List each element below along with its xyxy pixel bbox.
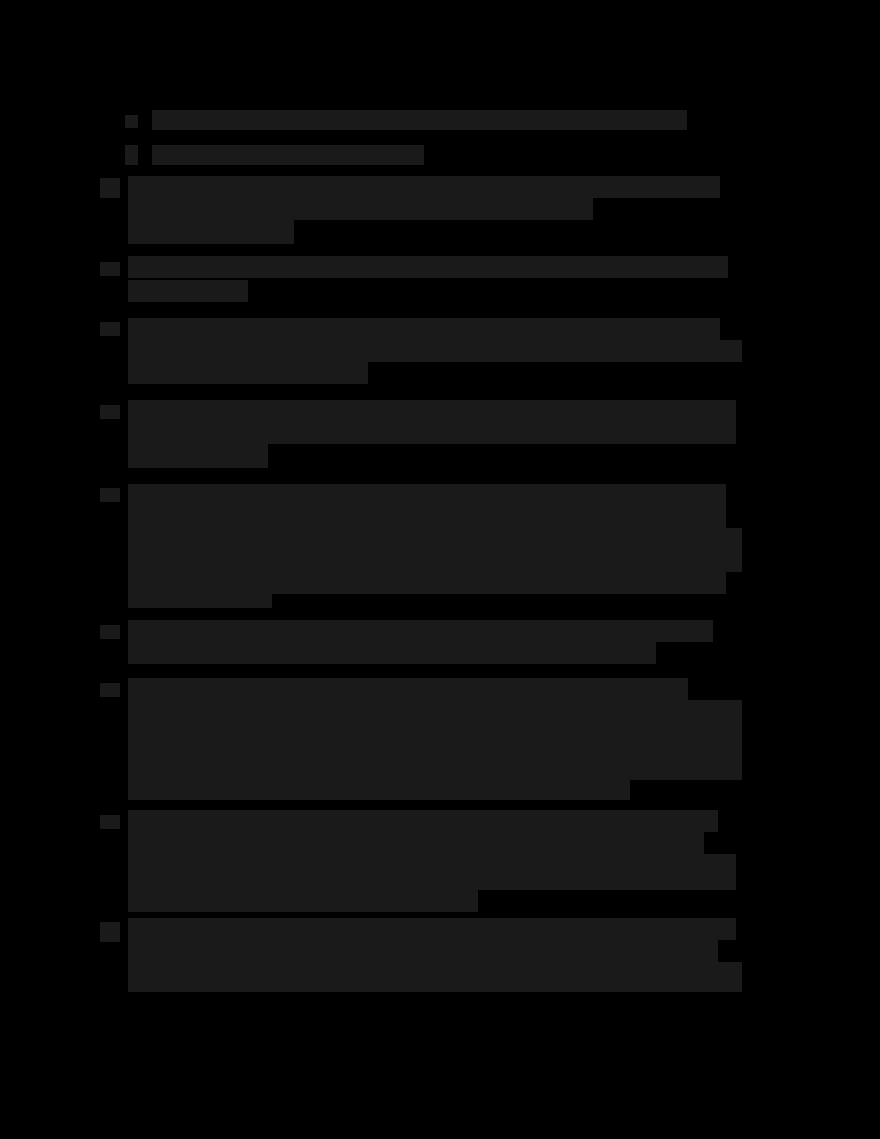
redacted-text-line bbox=[128, 506, 726, 528]
redacted-text-line bbox=[128, 318, 720, 340]
redacted-text-line bbox=[128, 744, 742, 766]
redacted-text-line bbox=[128, 832, 704, 854]
redacted-text-line bbox=[128, 810, 718, 832]
list-number-marker bbox=[100, 625, 120, 639]
redacted-text-line bbox=[128, 198, 593, 220]
redacted-text-line bbox=[128, 722, 742, 744]
bullet-marker bbox=[125, 115, 138, 128]
redacted-text-line bbox=[128, 256, 728, 278]
redacted-text-line bbox=[128, 854, 736, 876]
redacted-text-line bbox=[128, 594, 272, 608]
redacted-text-line bbox=[128, 280, 248, 302]
redacted-text-line bbox=[128, 362, 368, 384]
redacted-text-line bbox=[128, 642, 656, 664]
bullet-marker bbox=[125, 145, 138, 165]
redacted-text-line bbox=[128, 918, 736, 940]
redacted-text-line bbox=[128, 572, 726, 594]
redacted-text-line bbox=[128, 700, 742, 722]
redacted-text-line bbox=[128, 876, 736, 890]
redacted-text-line bbox=[128, 550, 742, 572]
list-number-marker bbox=[100, 922, 120, 942]
redacted-text-line bbox=[128, 444, 268, 468]
redacted-text-line bbox=[128, 340, 742, 362]
redacted-text-line bbox=[128, 528, 742, 550]
redacted-text-line bbox=[128, 620, 713, 642]
redacted-text-line bbox=[128, 220, 294, 244]
redacted-text-line bbox=[128, 780, 630, 800]
list-number-marker bbox=[100, 262, 120, 276]
redacted-text-line bbox=[128, 484, 726, 506]
redacted-text-line bbox=[128, 962, 742, 992]
redacted-text-line bbox=[128, 176, 720, 198]
redacted-text-line bbox=[128, 766, 742, 780]
redacted-text-line bbox=[128, 400, 736, 422]
redacted-text-line bbox=[128, 678, 688, 700]
redacted-text-line bbox=[152, 110, 687, 130]
list-number-marker bbox=[100, 178, 120, 198]
list-number-marker bbox=[100, 488, 120, 502]
redacted-text-line bbox=[152, 145, 424, 165]
redacted-text-line bbox=[128, 422, 736, 444]
list-number-marker bbox=[100, 683, 120, 697]
list-number-marker bbox=[100, 405, 120, 419]
redacted-text-line bbox=[128, 940, 718, 962]
list-number-marker bbox=[100, 322, 120, 336]
list-number-marker bbox=[100, 815, 120, 829]
redacted-text-line bbox=[128, 890, 478, 912]
